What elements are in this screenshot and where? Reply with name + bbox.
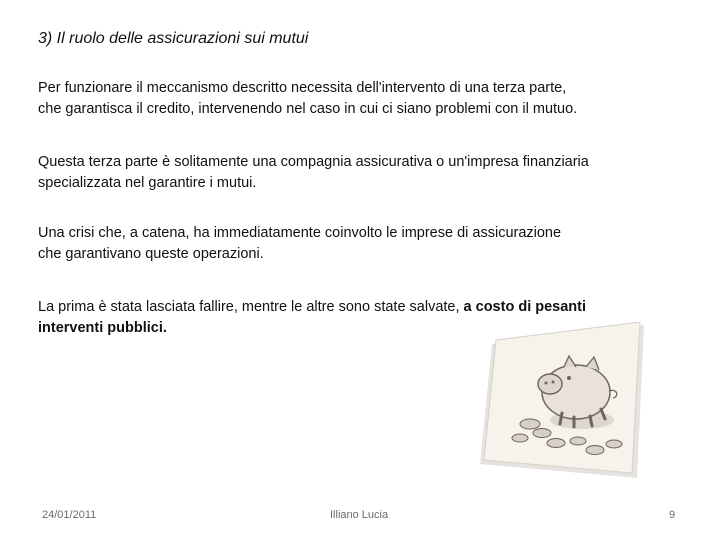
- paragraph-3-line-2: che garantivano queste operazioni.: [38, 246, 264, 262]
- paragraph-4-normal-text: La prima è stata lasciata fallire, mentre le altre sono state salvate,: [38, 299, 464, 315]
- footer-date: 24/01/2011: [42, 509, 97, 521]
- paragraph-4-line-1: [38, 297, 688, 318]
- paragraph-4-period: .: [162, 320, 167, 336]
- piggy-bank-with-coins-icon: [478, 322, 646, 482]
- footer-author: Illiano Lucia: [330, 509, 389, 521]
- paragraph-4-bold-text-1: a costo di pesanti: [463, 299, 587, 315]
- footer-page-number: 9: [669, 509, 676, 521]
- paragraph-1: [38, 78, 688, 120]
- slide-title: 3) Il ruolo delle assicurazioni sui mutui: [38, 30, 309, 47]
- paragraph-3: [38, 223, 688, 265]
- paragraph-2-line-2: specializzata nel garantire i mutui.: [38, 175, 257, 191]
- paragraph-2-line-1: Questa terza parte è solitamente una compagnia assicurativa o un'impresa finanziaria: [38, 154, 589, 170]
- paragraph-2: [38, 152, 688, 194]
- paragraph-3-line-1: Una crisi che, a catena, ha immediatamente coinvolto le imprese di assicurazione: [38, 225, 562, 241]
- paragraph-1-line-1: Per funzionare il meccanismo descritto necessita dell'intervento di una terza parte,: [38, 80, 567, 96]
- paragraph-1-line-2: che garantisca il credito, intervenendo nel caso in cui ci siano problemi con il mutuo.: [38, 101, 578, 117]
- paragraph-4-bold-text-2: interventi pubblici: [38, 320, 163, 336]
